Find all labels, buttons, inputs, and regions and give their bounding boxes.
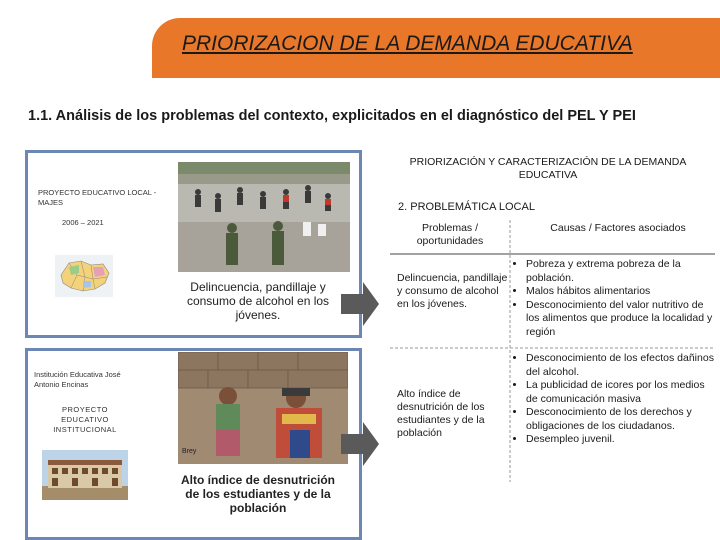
problem-1: Delincuencia, pandillaje y consumo de alcohol en los jóvenes. xyxy=(397,272,508,310)
col-problems-header: Problemas / oportunidades xyxy=(416,222,484,247)
cause-item: • Pobreza y extrema pobreza de la población. xyxy=(526,258,718,285)
right-header: PRIORIZACIÓN Y CARACTERIZACIÓN DE LA DEMANDA EDUCATIVA xyxy=(409,156,687,181)
arrow-right-icon xyxy=(341,420,381,468)
col-causes-header: Causas / Factores asociados xyxy=(550,222,686,234)
cause-item: • Desempleo juvenil. xyxy=(526,433,718,447)
arrow-right-icon xyxy=(341,280,381,328)
school-building-photo xyxy=(42,450,128,500)
region-map-image xyxy=(55,255,113,297)
pei-photo-caption: Alto índice de desnutrición de los estudiantes y de la población xyxy=(180,473,335,515)
page-title: PRIORIZACION DE LA DEMANDA EDUCATIVA xyxy=(182,32,633,55)
pel-photo-caption: Delincuencia, pandillaje y consumo de alcohol en los jóvenes. xyxy=(186,280,330,322)
photo-tag: Brey xyxy=(182,448,197,455)
cause-item: • Desconocimiento del valor nutritivo de los alimentos que produce la localidad y región xyxy=(526,299,718,340)
right-section-title: 2. PROBLEMÁTICA LOCAL xyxy=(398,201,535,213)
causes-1 xyxy=(512,258,718,339)
cause-item: • Desconocimiento de los efectos dañinos del alcohol. xyxy=(526,352,718,379)
problem-2: Alto índice de desnutrición de los estudiantes y de la población xyxy=(397,388,485,439)
malnutrition-photo xyxy=(178,352,348,464)
pei-project-label: PROYECTO EDUCATIVO INSTITUCIONAL xyxy=(53,405,117,434)
cause-item: • Malos hábitos alimentarios xyxy=(526,285,718,299)
section-subtitle: 1.1. Análisis de los problemas del contexto, explicitados en el diagnóstico del PEL Y PEI xyxy=(28,108,636,124)
pel-project-label: PROYECTO EDUCATIVO LOCAL - MAJES xyxy=(38,188,157,207)
cause-item: • Desconocimiento de los derechos y obligaciones de los ciudadanos. xyxy=(526,406,718,433)
pei-institution: Institución Educativa José Antonio Encinas xyxy=(34,370,121,389)
pel-years: 2006 – 2021 xyxy=(62,218,104,227)
youth-crowd-photo xyxy=(178,162,350,272)
cause-item: • La publicidad de icores por los medios de comunicación masiva xyxy=(526,379,718,406)
causes-2 xyxy=(512,352,718,447)
